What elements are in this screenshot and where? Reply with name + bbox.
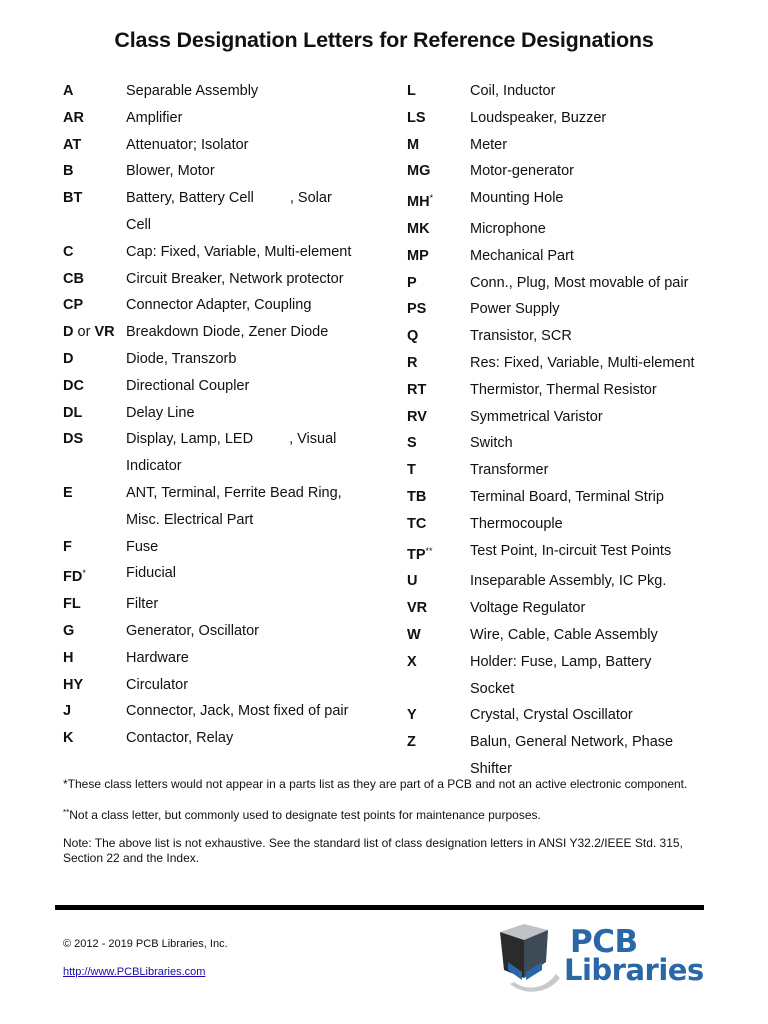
- designation-code: [63, 212, 126, 239]
- designation-code: FD*: [63, 568, 86, 586]
- designation-description: Balun, General Network, Phase: [470, 734, 674, 751]
- designation-row: [63, 400, 393, 427]
- designation-code: C: [63, 243, 74, 260]
- designation-code: P: [407, 274, 417, 291]
- page-title: Class Designation Letters for Reference Designations: [114, 28, 654, 52]
- designation-description: Contactor, Relay: [126, 730, 234, 747]
- designation-description: Battery, Battery Cell , Solar: [126, 190, 332, 207]
- designation-code: AR: [63, 109, 84, 126]
- designation-description: Generator, Oscillator: [126, 622, 259, 639]
- designation-description: Holder: Fuse, Lamp, Battery: [470, 653, 652, 670]
- designation-code: Z: [407, 734, 416, 751]
- designation-description: Cell: [126, 216, 151, 233]
- designation-row: [63, 725, 393, 752]
- designation-code: J: [63, 703, 72, 720]
- designation-row: [63, 672, 393, 699]
- designation-description: Fuse: [126, 538, 159, 555]
- designation-description: Filter: [126, 596, 159, 613]
- designation-description: Directional Coupler: [126, 377, 250, 394]
- designation-description: Thermistor, Thermal Resistor: [470, 381, 657, 398]
- designation-code: M: [407, 136, 420, 153]
- copyright-text: © 2012 - 2019 PCB Libraries, Inc.: [63, 938, 228, 950]
- designation-description: Connector Adapter, Coupling: [126, 297, 312, 314]
- pcb-libraries-logo: [494, 922, 708, 994]
- logo-text-pcb: PCB: [570, 924, 638, 960]
- designation-row: [407, 538, 717, 569]
- designation-row: [407, 243, 717, 270]
- designation-code: T: [407, 462, 416, 479]
- designation-code: S: [407, 435, 417, 452]
- designation-row: [407, 457, 717, 484]
- designation-description: Socket: [470, 680, 515, 697]
- designation-code: RT: [407, 381, 427, 398]
- designation-description: Blower, Motor: [126, 163, 215, 180]
- designation-description: Mounting Hole: [470, 190, 564, 207]
- designation-code: CB: [63, 270, 84, 287]
- designation-description: Circulator: [126, 676, 189, 693]
- designation-row: [63, 373, 393, 400]
- designation-code: E: [63, 484, 73, 501]
- designation-code: TC: [407, 515, 427, 532]
- designation-description: Test Point, In-circuit Test Points: [470, 542, 672, 559]
- designation-code: MP: [407, 247, 429, 264]
- logo-text-libraries: Libraries: [564, 953, 704, 987]
- footer-divider: [55, 905, 704, 910]
- designation-row: [407, 132, 717, 159]
- designation-row: [407, 430, 717, 457]
- notes: [63, 777, 703, 879]
- designation-description: Diode, Transzorb: [126, 350, 237, 367]
- designation-code: TP**: [407, 545, 433, 563]
- designation-code: CP: [63, 297, 84, 314]
- note-not-exhaustive: Note: The above list is not exhaustive. See the standard list of class designation letters in ANSI Y32.2/IEEE Std. 315, Section 22 and the Index.: [63, 836, 683, 865]
- designation-row: [407, 484, 717, 511]
- designation-row: [407, 270, 717, 297]
- designation-code: D: [63, 350, 74, 367]
- designation-description: Loudspeaker, Buzzer: [470, 109, 607, 126]
- designation-description: Shifter: [470, 760, 512, 777]
- designation-row: [407, 649, 717, 676]
- designation-code: F: [63, 538, 72, 555]
- website-link[interactable]: http://www.PCBLibraries.com: [63, 966, 206, 978]
- designation-description: Symmetrical Varistor: [470, 408, 603, 425]
- designation-row: [63, 132, 393, 159]
- designation-description: Crystal, Crystal Oscillator: [470, 707, 633, 724]
- designation-description: Terminal Board, Terminal Strip: [470, 488, 664, 505]
- designation-description: Voltage Regulator: [470, 600, 586, 617]
- designation-code: X: [407, 653, 417, 670]
- chip-icon: [494, 922, 570, 994]
- note-double-asterisk: **Not a class letter, but commonly used to designate test points for maintenance purposes.: [63, 808, 541, 822]
- designation-row: [407, 702, 717, 729]
- designation-code: VR: [407, 600, 428, 617]
- designation-row: [63, 534, 393, 561]
- designation-description: Separable Assembly: [126, 83, 259, 99]
- designation-description: Amplifier: [126, 109, 183, 126]
- designation-row: [407, 105, 717, 132]
- left-column: [63, 78, 393, 752]
- designation-row: [63, 292, 393, 319]
- designation-code: B: [63, 163, 74, 180]
- designation-description: Res: Fixed, Variable, Multi-element: [470, 354, 695, 371]
- designation-row: [63, 453, 393, 480]
- designation-description: Delay Line: [126, 404, 195, 421]
- designation-description: Power Supply: [470, 301, 560, 318]
- designation-row: [407, 404, 717, 431]
- designation-row: [407, 377, 717, 404]
- designation-row: [407, 323, 717, 350]
- designation-code: G: [63, 622, 75, 639]
- designation-row: [63, 158, 393, 185]
- designation-description: Fiducial: [126, 565, 176, 582]
- designation-row: [407, 185, 717, 216]
- designation-description: Hardware: [126, 649, 189, 666]
- designation-description: Transistor, SCR: [470, 328, 572, 345]
- designation-code: DL: [63, 404, 83, 421]
- designation-description: Thermocouple: [470, 515, 563, 532]
- designation-row: [407, 676, 717, 703]
- designation-code: A: [63, 83, 74, 99]
- designation-row: [407, 729, 717, 756]
- designation-description: Coil, Inductor: [470, 83, 556, 99]
- designation-code: MK: [407, 220, 430, 237]
- designation-row: [407, 350, 717, 377]
- designation-description: Indicator: [126, 458, 182, 475]
- designation-description: Breakdown Diode, Zener Diode: [126, 324, 329, 341]
- designation-row: [407, 78, 717, 105]
- designation-code: W: [407, 626, 421, 643]
- designation-row: [63, 346, 393, 373]
- designation-code: D or VR: [63, 324, 115, 341]
- designation-row: [407, 158, 717, 185]
- designation-row: [63, 560, 393, 591]
- designation-code: BT: [63, 190, 83, 207]
- designation-row: [63, 185, 393, 212]
- designation-code: AT: [63, 136, 82, 153]
- designation-code: RV: [407, 408, 427, 425]
- designation-row: [63, 105, 393, 132]
- designation-code: MH*: [407, 193, 434, 211]
- designation-description: Cap: Fixed, Variable, Multi-element: [126, 243, 352, 260]
- designation-row: [63, 78, 393, 105]
- designation-row: [63, 426, 393, 453]
- designation-description: Circuit Breaker, Network protector: [126, 270, 344, 287]
- note-asterisk: *These class letters would not appear in a parts list as they are part of a PCB and not an active electronic component.: [63, 777, 688, 791]
- designation-row: [63, 212, 393, 239]
- designation-code: FL: [63, 596, 81, 613]
- designation-code: MG: [407, 163, 431, 180]
- designation-code: DS: [63, 431, 84, 448]
- designation-description: Display, Lamp, LED , Visual: [126, 431, 337, 448]
- designation-description: Mechanical Part: [470, 247, 574, 264]
- designation-code: HY: [63, 676, 84, 693]
- designation-row: [407, 622, 717, 649]
- designation-row: [63, 618, 393, 645]
- designation-code: R: [407, 354, 418, 371]
- designation-row: [407, 216, 717, 243]
- designation-row: [63, 239, 393, 266]
- designation-description: Inseparable Assembly, IC Pkg.: [470, 573, 667, 590]
- designation-row: [63, 319, 393, 346]
- designation-row: [63, 591, 393, 618]
- designation-row: [407, 595, 717, 622]
- designation-code: [63, 507, 126, 534]
- right-column: [407, 78, 717, 783]
- designation-code: K: [63, 730, 74, 747]
- designation-code: U: [407, 573, 418, 590]
- designation-row: [63, 480, 393, 507]
- designation-description: Attenuator; Isolator: [126, 136, 249, 153]
- designation-code: Y: [407, 707, 417, 724]
- designation-code: DC: [63, 377, 84, 394]
- designation-description: Wire, Cable, Cable Assembly: [470, 626, 658, 643]
- designation-description: ANT, Terminal, Ferrite Bead Ring,: [126, 484, 342, 501]
- designation-description: Transformer: [470, 462, 549, 479]
- designation-code: TB: [407, 488, 427, 505]
- designation-description: Motor-generator: [470, 163, 574, 180]
- designation-code: [63, 453, 126, 480]
- designation-row: [63, 698, 393, 725]
- designation-code: PS: [407, 301, 427, 318]
- designation-description: Connector, Jack, Most fixed of pair: [126, 703, 349, 720]
- designation-row: [407, 568, 717, 595]
- designation-row: [63, 507, 393, 534]
- designation-code: L: [407, 83, 416, 99]
- designation-code: [407, 676, 470, 703]
- designation-description: Switch: [470, 435, 513, 452]
- designation-row: [407, 296, 717, 323]
- designation-code: LS: [407, 109, 426, 126]
- designation-description: Conn., Plug, Most movable of pair: [470, 274, 689, 291]
- designation-description: Microphone: [470, 220, 546, 237]
- designation-row: [407, 511, 717, 538]
- designation-code: H: [63, 649, 74, 666]
- designation-code: Q: [407, 328, 419, 345]
- designation-description: Misc. Electrical Part: [126, 511, 254, 528]
- designation-row: [63, 266, 393, 293]
- designation-row: [63, 645, 393, 672]
- designation-description: Meter: [470, 136, 508, 153]
